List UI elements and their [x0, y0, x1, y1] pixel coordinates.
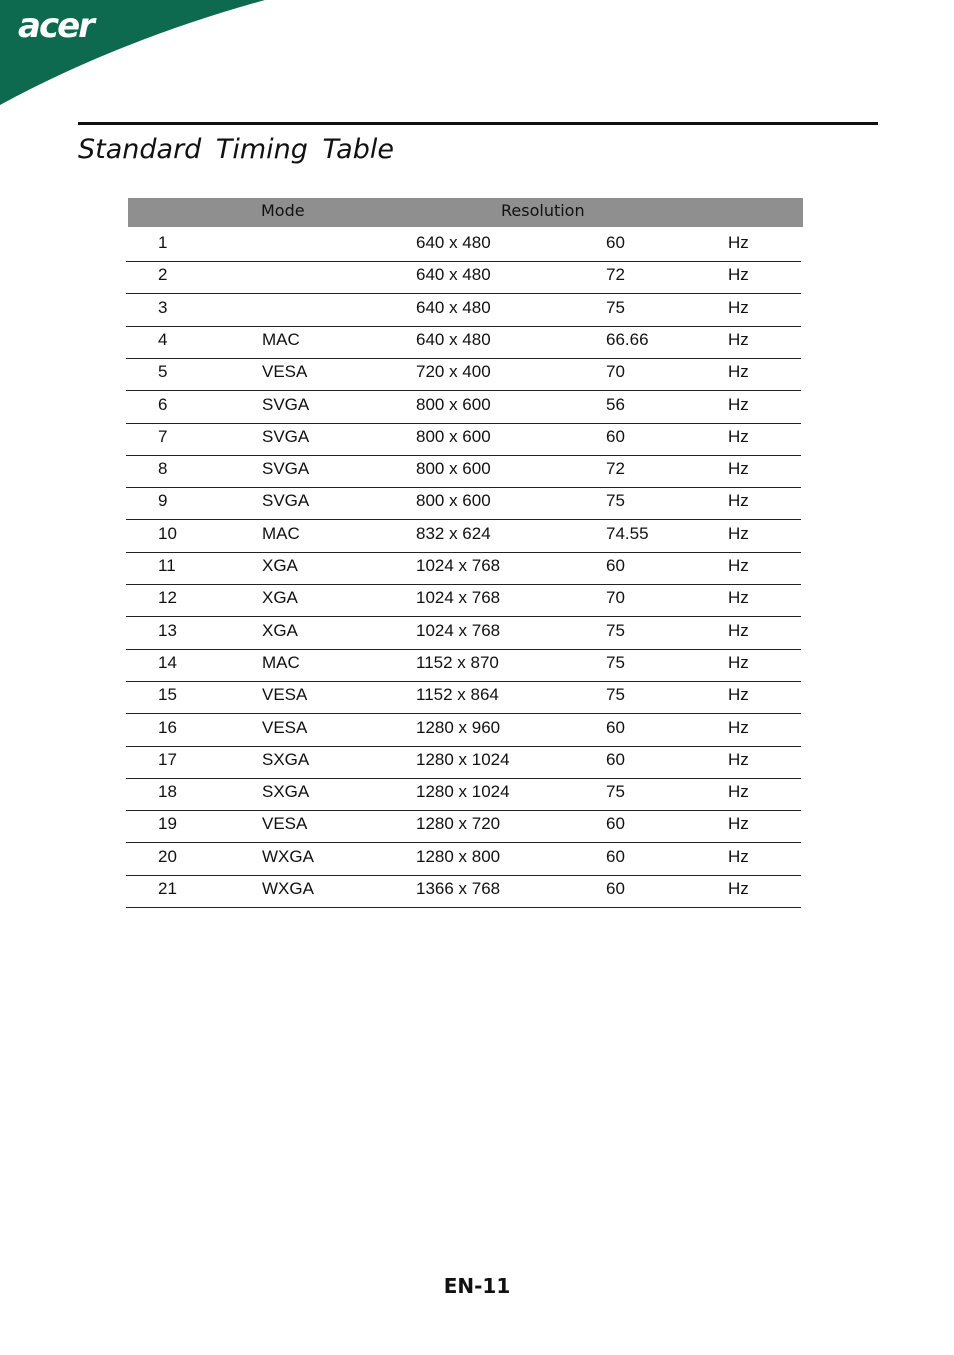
row-frequency: 56: [606, 394, 625, 414]
row-mode: WXGA: [262, 879, 314, 898]
row-frequency: 72: [606, 265, 625, 285]
row-unit: Hz: [728, 782, 749, 802]
row-frequency: 70: [606, 588, 625, 608]
table-row: [126, 552, 801, 585]
header-mode: Mode: [261, 201, 305, 220]
row-mode: SVGA: [262, 394, 310, 414]
table-row: [126, 520, 801, 553]
row-unit: Hz: [728, 265, 749, 285]
table-header: [128, 198, 803, 227]
table-row: [126, 229, 801, 262]
row-number: 17: [158, 749, 177, 769]
header-resolution: Resolution: [501, 201, 585, 220]
row-mode: VESA: [262, 685, 308, 705]
row-number: 8: [158, 459, 168, 479]
row-number: 10: [158, 523, 177, 543]
row-unit: Hz: [728, 749, 749, 769]
header-rule: [78, 122, 878, 125]
table-row: [126, 778, 801, 811]
row-number: 1: [158, 233, 168, 252]
row-resolution: 1024 x 768: [416, 556, 501, 575]
row-number: 5: [158, 362, 168, 382]
row-number: 19: [158, 814, 177, 834]
row-number: 14: [158, 652, 177, 672]
row-frequency: 75: [606, 685, 625, 705]
row-resolution: 1280 x 800: [416, 846, 501, 866]
table-row: [126, 455, 801, 488]
row-unit: Hz: [728, 491, 749, 511]
row-frequency: 60: [606, 233, 625, 252]
row-frequency: 60: [606, 717, 625, 737]
row-number: 4: [158, 329, 168, 349]
row-resolution: 800 x 600: [416, 459, 491, 479]
row-unit: Hz: [728, 879, 749, 898]
row-resolution: 640 x 480: [416, 233, 491, 252]
table-row: [126, 746, 801, 779]
row-unit: Hz: [728, 717, 749, 737]
row-resolution: 640 x 480: [416, 329, 491, 349]
row-mode: WXGA: [262, 846, 314, 866]
table-row: [126, 649, 801, 682]
table-row: [126, 326, 801, 359]
row-frequency: 60: [606, 846, 625, 866]
table-row: [126, 261, 801, 294]
row-unit: Hz: [728, 620, 749, 640]
row-frequency: 74.55: [606, 523, 649, 543]
row-resolution: 720 x 400: [416, 362, 491, 382]
row-mode: XGA: [262, 620, 298, 640]
acer-logo: acer: [18, 6, 93, 46]
row-unit: Hz: [728, 459, 749, 479]
row-resolution: 832 x 624: [416, 523, 491, 543]
row-number: 9: [158, 491, 168, 511]
row-frequency: 70: [606, 362, 625, 382]
row-resolution: 800 x 600: [416, 394, 491, 414]
table-row: [126, 584, 801, 617]
row-unit: Hz: [728, 814, 749, 834]
row-number: 18: [158, 782, 177, 802]
row-frequency: 60: [606, 556, 625, 575]
row-mode: MAC: [262, 523, 300, 543]
row-mode: MAC: [262, 329, 300, 349]
row-number: 2: [158, 265, 168, 285]
row-unit: Hz: [728, 394, 749, 414]
table-row: [126, 617, 801, 650]
row-number: 12: [158, 588, 177, 608]
row-frequency: 75: [606, 652, 625, 672]
table-row: [126, 681, 801, 714]
row-frequency: 60: [606, 426, 625, 446]
row-unit: Hz: [728, 846, 749, 866]
row-unit: Hz: [728, 523, 749, 543]
row-frequency: 60: [606, 879, 625, 898]
row-mode: SVGA: [262, 426, 310, 446]
table-row: [126, 810, 801, 843]
table-row: [126, 714, 801, 747]
row-number: 16: [158, 717, 177, 737]
row-resolution: 1366 x 768: [416, 879, 501, 898]
row-number: 3: [158, 297, 168, 317]
row-resolution: 640 x 480: [416, 297, 491, 317]
row-resolution: 1280 x 960: [416, 717, 501, 737]
row-number: 21: [158, 879, 177, 898]
row-mode: MAC: [262, 652, 300, 672]
row-number: 7: [158, 426, 168, 446]
row-mode: VESA: [262, 717, 308, 737]
page-title: Standard Timing Table: [78, 134, 394, 165]
row-mode: SXGA: [262, 749, 310, 769]
row-frequency: 75: [606, 297, 625, 317]
row-unit: Hz: [728, 233, 749, 252]
row-resolution: 1024 x 768: [416, 620, 501, 640]
row-number: 15: [158, 685, 177, 705]
row-resolution: 640 x 480: [416, 265, 491, 285]
table-row: [126, 423, 801, 456]
row-resolution: 1152 x 870: [416, 652, 499, 672]
row-mode: VESA: [262, 362, 308, 382]
table-row: [126, 294, 801, 327]
row-resolution: 1152 x 864: [416, 685, 499, 705]
table-row: [126, 875, 801, 908]
table-row: [126, 358, 801, 391]
row-unit: Hz: [728, 297, 749, 317]
table-row: [126, 843, 801, 876]
row-mode: XGA: [262, 556, 298, 575]
row-mode: VESA: [262, 814, 308, 834]
row-frequency: 66.66: [606, 329, 649, 349]
row-mode: SXGA: [262, 782, 310, 802]
table-row: [126, 487, 801, 520]
row-number: 20: [158, 846, 177, 866]
row-frequency: 60: [606, 749, 625, 769]
row-unit: Hz: [728, 685, 749, 705]
row-unit: Hz: [728, 588, 749, 608]
row-resolution: 1280 x 720: [416, 814, 501, 834]
row-resolution: 1280 x 1024: [416, 749, 510, 769]
row-resolution: 800 x 600: [416, 491, 491, 511]
row-number: 13: [158, 620, 177, 640]
row-frequency: 75: [606, 620, 625, 640]
row-unit: Hz: [728, 652, 749, 672]
row-unit: Hz: [728, 556, 749, 575]
row-frequency: 72: [606, 459, 625, 479]
row-mode: SVGA: [262, 459, 310, 479]
row-mode: SVGA: [262, 491, 310, 511]
row-unit: Hz: [728, 362, 749, 382]
row-frequency: 60: [606, 814, 625, 834]
row-mode: XGA: [262, 588, 298, 608]
row-frequency: 75: [606, 782, 625, 802]
row-frequency: 75: [606, 491, 625, 511]
table-row: [126, 391, 801, 424]
row-resolution: 1024 x 768: [416, 588, 501, 608]
row-unit: Hz: [728, 329, 749, 349]
row-resolution: 1280 x 1024: [416, 782, 510, 802]
row-number: 6: [158, 394, 168, 414]
row-unit: Hz: [728, 426, 749, 446]
row-number: 11: [158, 556, 176, 575]
row-resolution: 800 x 600: [416, 426, 491, 446]
page-number: EN-11: [443, 1274, 511, 1298]
